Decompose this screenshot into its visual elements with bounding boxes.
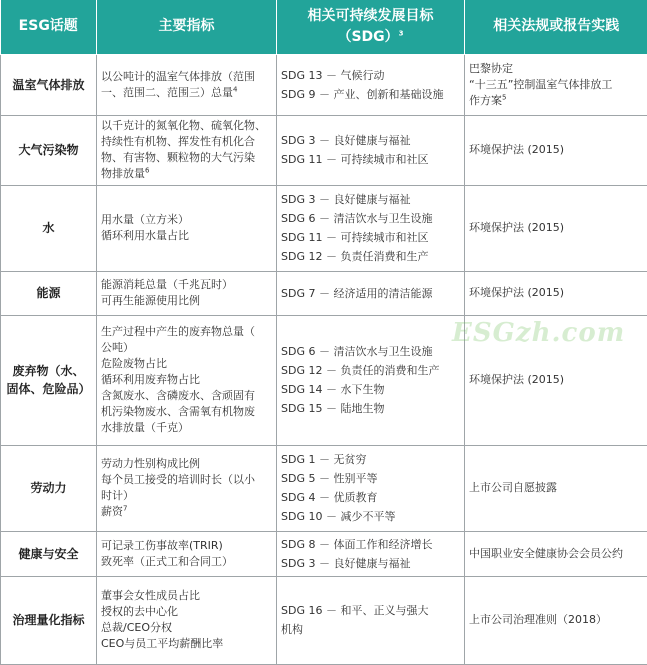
footnote-marker: 7 [123, 504, 127, 512]
header-indicators: 主要指标 [97, 0, 277, 54]
row-indicators: 能源消耗总量（千兆瓦时） 可再生能源使用比例 [97, 271, 277, 315]
row-sdgs: SDG 8 － 体面工作和经济增长 SDG 3 － 良好健康与福祉 [277, 531, 465, 576]
row-indicators: 董事会女性成员占比 授权的去中心化 总裁/CEO分权 CEO与员工平均薪酬比率 [97, 576, 277, 664]
table-row [1, 54, 647, 115]
row-topic: 劳动力 [1, 445, 97, 531]
row-indicators: 以公吨计的温室气体排放（范围 一、范围二、范围三）总量$^4$ [97, 54, 277, 115]
footnote-marker: 6 [145, 166, 149, 174]
table-row [1, 185, 647, 271]
row-laws: 中国职业安全健康协会会员公约 [465, 531, 647, 576]
row-topic: 健康与安全 [1, 531, 97, 576]
header-sdg [277, 0, 465, 54]
row-laws: 环境保护法 (2015) [465, 271, 647, 315]
row-laws: 环境保护法 (2015) [465, 115, 647, 185]
row-indicators: 以千克计的氮氧化物、硫氧化物、 持续性有机物、挥发性有机化合 物、有害物、颗粒物的大气污染 物排放量$^6$ [97, 115, 277, 185]
footnote-marker: 4 [233, 85, 237, 93]
table-row [1, 576, 647, 664]
row-laws: 巴黎协定 “十三五”控制温室气体排放工 作方案$^5$ [465, 54, 647, 115]
row-laws: 环境保护法 (2015) [465, 315, 647, 445]
table-row [1, 115, 647, 185]
row-topic: 温室气体排放 [1, 54, 97, 115]
row-sdgs: SDG 7 － 经济适用的清洁能源 [277, 271, 465, 315]
table-row [1, 445, 647, 531]
row-indicators: 用水量（立方米） 循环利用水量占比 [97, 185, 277, 271]
row-topic: 能源 [1, 271, 97, 315]
row-indicators: 生产过程中产生的废弃物总量（ 公吨） 危险废物占比 循环利用废弃物占比 含氮废水、含磷废水、含顽固有 机污染物废水、含需氧有机物废 水排放量（千克） [97, 315, 277, 445]
header-sdg-line1: 相关可持续发展目标 [277, 6, 464, 27]
table-row [1, 315, 647, 445]
row-indicators: 劳动力性别构成比例 每个员工接受的培训时长（以小 时计） 薪资$^7$ [97, 445, 277, 531]
row-indicators: 可记录工伤事故率(TRIR) 致死率（正式工和合同工） [97, 531, 277, 576]
row-laws: 上市公司自愿披露 [465, 445, 647, 531]
footnote-marker: 5 [502, 93, 506, 101]
row-topic: 废弃物（水、 固体、危险品） [1, 315, 97, 445]
header-topic: ESG话题 [1, 0, 97, 54]
header-row [1, 0, 647, 54]
watermark: ESGzh.com [452, 318, 625, 348]
header-sdg-line2: （SDG）$^3$ [277, 27, 464, 48]
table-row [1, 271, 647, 315]
row-laws: 环境保护法 (2015) [465, 185, 647, 271]
row-sdgs: SDG 1 － 无贫穷 SDG 5 － 性别平等 SDG 4 － 优质教育 SDG 10 － 减少不平等 [277, 445, 465, 531]
row-sdgs: SDG 6 － 清洁饮水与卫生设施 SDG 12 － 负责任的消费和生产 SDG 14 － 水下生物 SDG 15 － 陆地生物 [277, 315, 465, 445]
row-laws: 上市公司治理准则（2018） [465, 576, 647, 664]
row-topic: 水 [1, 185, 97, 271]
header-laws: 相关法规或报告实践 [465, 0, 647, 54]
row-sdgs: SDG 13 － 气候行动 SDG 9 － 产业、创新和基础设施 [277, 54, 465, 115]
row-topic: 治理量化指标 [1, 576, 97, 664]
row-topic: 大气污染物 [1, 115, 97, 185]
header-sdg-footnote: 3 [399, 29, 404, 37]
table-row [1, 531, 647, 576]
row-sdgs: SDG 16 － 和平、正义与强大 机构 [277, 576, 465, 664]
row-sdgs: SDG 3 － 良好健康与福祉 SDG 6 － 清洁饮水与卫生设施 SDG 11 － 可持续城市和社区 SDG 12 － 负责任消费和生产 [277, 185, 465, 271]
row-sdgs: SDG 3 － 良好健康与福祉 SDG 11 － 可持续城市和社区 [277, 115, 465, 185]
